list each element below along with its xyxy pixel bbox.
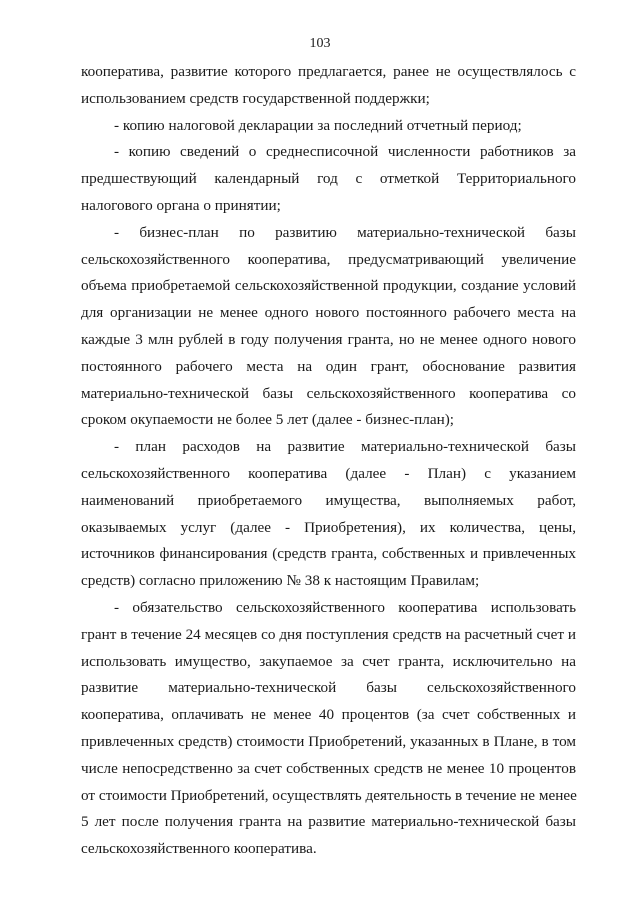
- text-line: каждые 3 млн рублей в году получения гранта, но не менее одного нового: [81, 330, 576, 348]
- text-line: - план расходов на развитие материально-технической базы: [114, 438, 576, 456]
- text-line: использованием средств государственной поддержки;: [81, 89, 430, 107]
- page-number: 103: [309, 36, 331, 51]
- text-line: - копию налоговой декларации за последний отчетный период;: [114, 116, 522, 134]
- paragraph: [81, 113, 576, 140]
- text-line: налогового органа о принятии;: [81, 196, 281, 214]
- text-line: сельскохозяйственного кооператива, предусматривающий увеличение: [81, 250, 576, 268]
- text-line: наименований приобретаемого имущества, выполняемых работ,: [81, 491, 576, 509]
- text-line: сельскохозяйственного кооператива.: [81, 840, 317, 858]
- text-line: - копию сведений о среднесписочной численности работников за: [114, 143, 576, 161]
- text-line: - бизнес-план по развитию материально-технической базы: [114, 223, 576, 241]
- text-line: использовать имущество, закупаемое за счет гранта, исключительно на: [81, 652, 576, 670]
- text-line: 5 лет после получения гранта на развитие материально-технической базы: [81, 813, 576, 831]
- paragraph: [81, 139, 576, 219]
- text-line: материально-технической базы сельскохозяйственного кооператива со: [81, 384, 576, 402]
- text-line: от стоимости Приобретений, осуществлять деятельность в течение не менее: [81, 786, 577, 804]
- text-line: источников финансирования (средств гранта, собственных и привлеченных: [81, 545, 576, 563]
- text-line: постоянного рабочего места на один грант, обоснование развития: [81, 357, 576, 375]
- paragraph: [81, 434, 576, 595]
- paragraph: [81, 220, 576, 434]
- text-line: привлеченных средств) стоимости Приобретений, указанных в Плане, в том: [81, 732, 576, 750]
- text-line: сроком окупаемости не более 5 лет (далее - бизнес-план);: [81, 411, 455, 429]
- text-line: средств) согласно приложению № 38 к настоящим Правилам;: [81, 572, 480, 590]
- text-line: предшествующий календарный год с отметкой Территориального: [81, 170, 576, 188]
- paragraph: [81, 595, 576, 863]
- paragraph: [81, 59, 576, 113]
- text-line: развитие материально-технической базы сельскохозяйственного: [81, 679, 576, 697]
- text-line: грант в течение 24 месяцев со дня поступления средств на расчетный счет и: [81, 625, 576, 643]
- text-line: кооператива, развитие которого предлагается, ранее не осуществлялось с: [81, 63, 576, 80]
- text-line: сельскохозяйственного кооператива (далее - План) с указанием: [81, 464, 576, 482]
- text-line: кооператива, оплачивать не менее 40 процентов (за счет собственных и: [81, 706, 576, 724]
- text-line: оказываемых услуг (далее - Приобретения), их количества, цены,: [81, 518, 576, 536]
- text-line: объема приобретаемой сельскохозяйственной продукции, создание условий: [81, 277, 576, 295]
- text-line: для организации не менее одного нового постоянного рабочего места на: [81, 304, 576, 322]
- text-line: числе непосредственно за счет собственных средств не менее 10 процентов: [81, 759, 576, 777]
- text-line: - обязательство сельскохозяйственного кооператива использовать: [114, 598, 576, 616]
- document-body: [81, 59, 576, 863]
